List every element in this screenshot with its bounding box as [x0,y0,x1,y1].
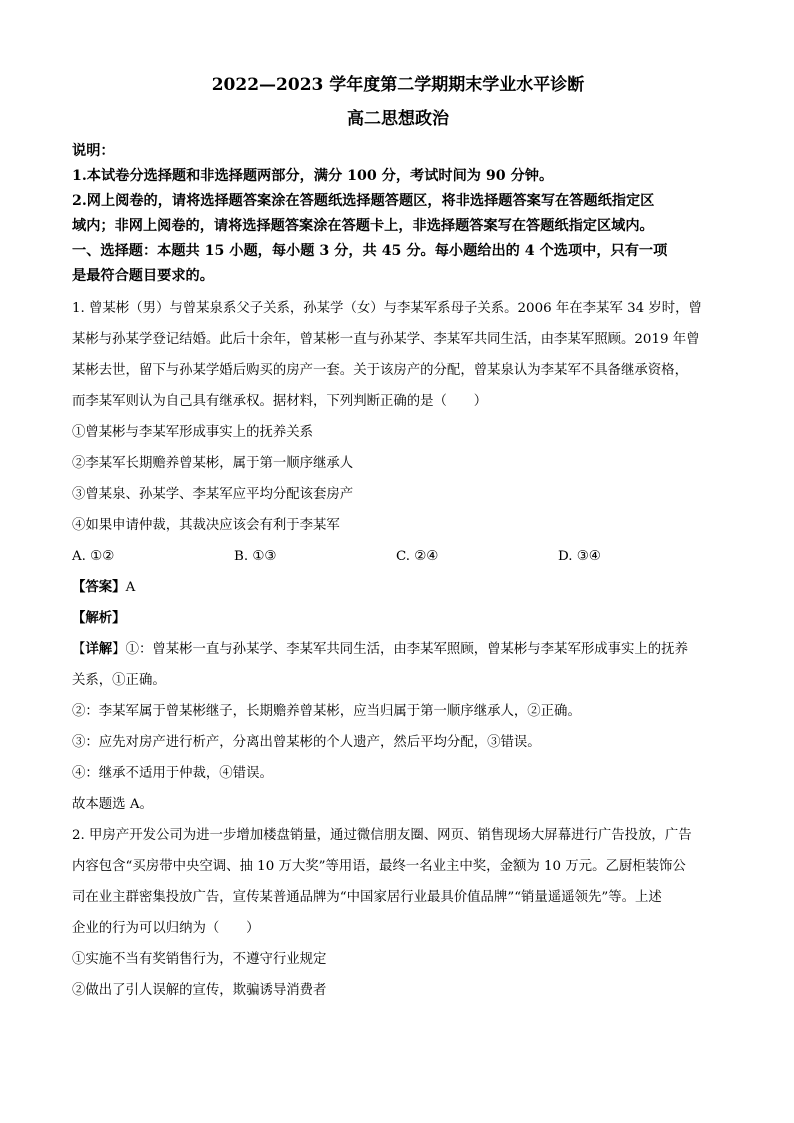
exam-subject: 高二思想政治 [347,109,449,129]
answer-value: A [125,580,136,595]
question-stem-line: 1. 曾某彬（男）与曾某泉系父子关系，孙某学（女）与李某军系母子关系。2006 年在李某军 34 岁时，曾 [72,301,702,316]
answer-line: 【答案】A [72,579,136,595]
answer-tag: 【 [72,579,86,595]
option-d: D. ③④ [558,549,601,564]
question-stem-line: 而李某军则认为自己具有继承权。据材料，下列判断正确的是（ ） [72,394,488,409]
detail-block [72,634,724,820]
instruction-line: 域内；非网上阅卷的，请将选择题答案涂在答题卡上，非选择题答案写在答题纸指定区域内。 [72,218,654,234]
instruction-line: 2.网上阅卷的，请将选择题答案涂在答题纸选择题答题区，将非选择题答案写在答题纸指定区 [72,193,655,209]
question-stem-line: 某彬去世，留下与孙某学婚后购买的房产一套。关于该房产的分配，曾某泉认为李某军不具备继承资格， [72,363,688,378]
option-c: C. ②④ [396,549,439,564]
instructions [72,139,724,289]
option-b: B. ①③ [234,549,277,564]
answer-label: 答案 [85,579,113,595]
answer-options [72,541,724,572]
detail-line: ③：应先对房产进行析产，分离出曾某彬的个人遗产，然后平均分配，③错误。 [72,735,541,750]
question-1 [72,293,724,541]
exam-title: 2022—2023 学年度第二学期期末学业水平诊断 [211,75,585,95]
statement: ④如果申请仲裁，其裁决应该会有利于李某军 [72,518,340,533]
analysis-label: 解析 [85,610,113,626]
question-stem-line: 司在业主群密集投放广告，宣传某普通品牌为“中国家居行业最具价值品牌”“销量遥遥领先”等。上述 [72,890,662,905]
question-stem-line: 企业的行为可以归纳为（ ） [72,921,260,936]
section-heading: 是最符合题目要求的。 [72,268,214,284]
statement: ①实施不当有奖销售行为，不遵守行业规定 [72,952,327,967]
detail-line: ②：李某军属于曾某彬继子，长期赡养曾某彬，应当归属于第一顺序继承人，②正确。 [72,704,581,719]
analysis-line: 【解析】 [72,610,126,626]
question-2 [72,820,724,1006]
detail-line: ④：继承不适用于仲裁，④错误。 [72,766,273,781]
question-stem-line: 内容包含“买房带中央空调、抽 10 万大奖”等用语，最终一名业主中奖，金额为 10 万元。乙厨柜装饰公 [72,859,686,874]
exam-page [72,70,724,1006]
question-stem-line: 2. 甲房产开发公司为进一步增加楼盘销量，通过微信朋友圈、网页、销售现场大屏幕进行广告投放，广告 [72,828,692,843]
instruction-line: 1.本试卷分选择题和非选择题两部分，满分 100 分，考试时间为 90 分钟。 [72,168,554,184]
statement: ①曾某彬与李某军形成事实上的抚养关系 [72,425,314,440]
statement: ②做出了引人误解的宣传，欺骗诱导消费者 [72,983,327,998]
detail-line: 【详解】①：曾某彬一直与孙某学、李某军共同生活，由李某军照顾，曾某彬与李某军形成事实上的抚养 [72,641,688,657]
instructions-heading: 说明： [72,143,115,159]
question-stem-line: 某彬与孙某学登记结婚。此后十余年，曾某彬一直与孙某学、李某军共同生活，由李某军照顾。2019 年曾 [72,332,700,347]
detail-label: 详解 [85,641,113,657]
statement: ②李某军长期赡养曾某彬，属于第一顺序继承人 [72,456,354,471]
statement: ③曾某泉、孙某学、李某军应平均分配该套房产 [72,487,354,502]
conclusion-line: 故本题选 A。 [72,797,153,812]
detail-line: 关系，①正确。 [72,673,166,688]
option-a: A. ①② [72,549,115,564]
section-heading: 一、选择题：本题共 15 小题，每小题 3 分，共 45 分。每小题给出的 4 个选项中，只有一项 [72,243,668,259]
